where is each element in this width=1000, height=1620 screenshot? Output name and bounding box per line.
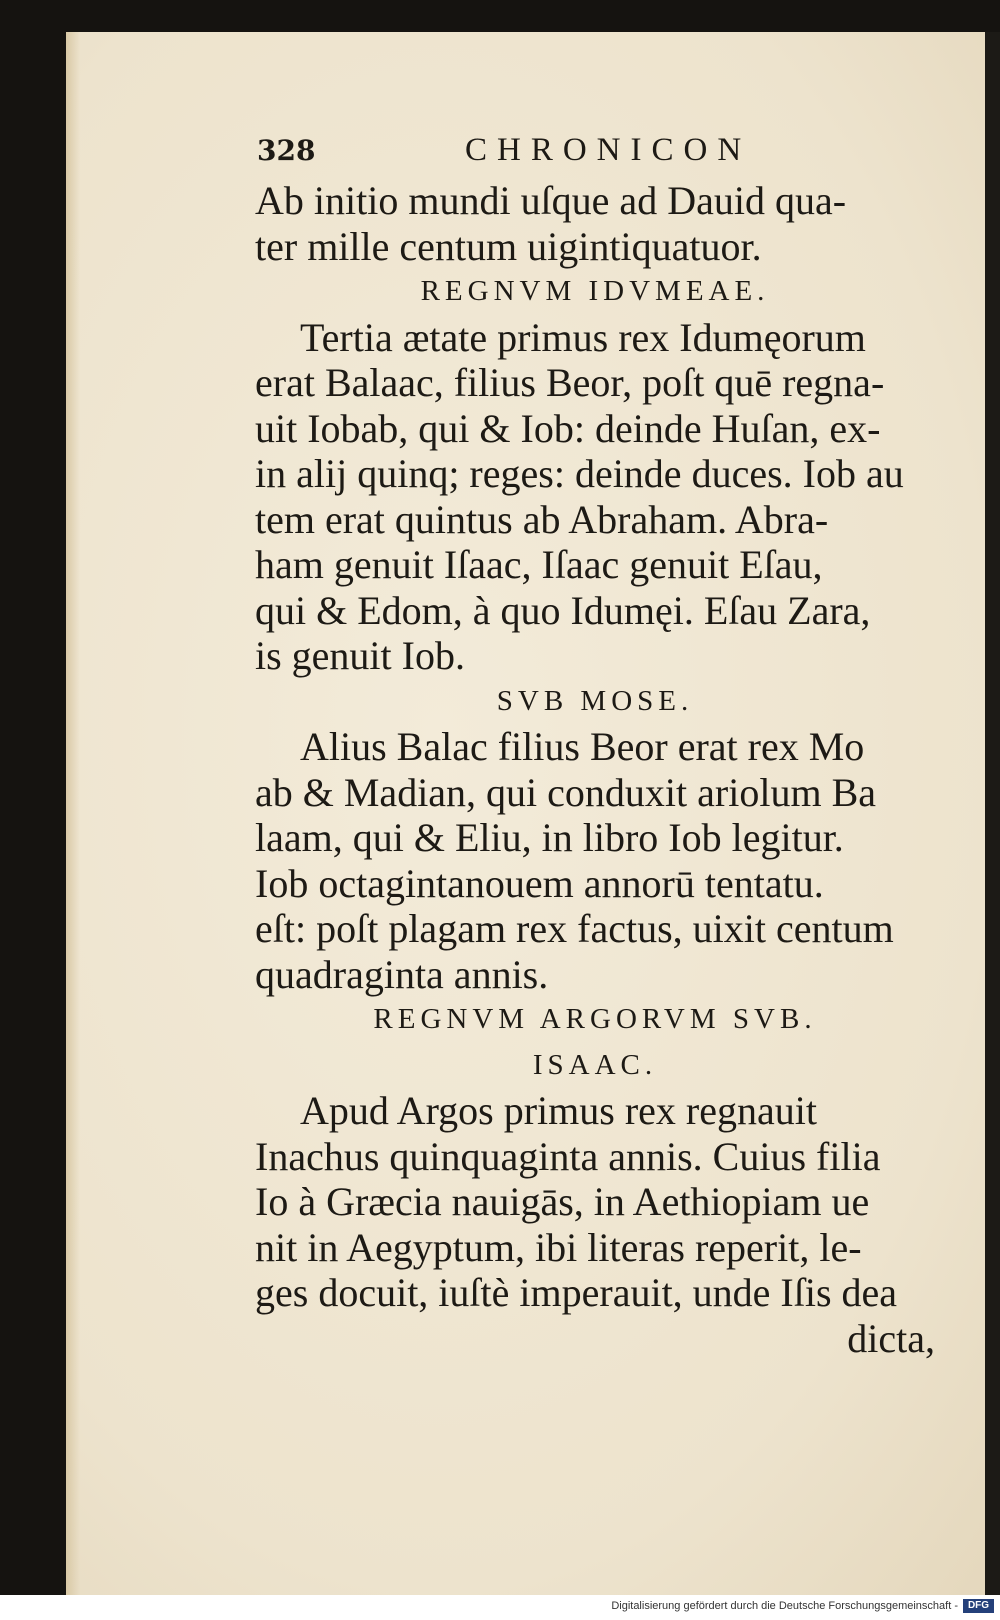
- text-line: ham genuit Iſaac, Iſaac genuit Eſau,: [255, 542, 823, 587]
- text-line: ter mille centum uigintiquatuor.: [255, 223, 762, 269]
- text-line: quadraginta annis.: [255, 951, 549, 997]
- text-line: uit Iobab, qui & Iob: deinde Huſan, ex-: [255, 405, 881, 451]
- text-line: nit in Aegyptum, ibi literas reperit, le-: [255, 1224, 862, 1270]
- page-gutter-shadow: [66, 32, 80, 1597]
- text-line: in alij quinq; reges: deinde duces. Iob au: [255, 451, 904, 496]
- dfg-logo: DFG: [963, 1599, 994, 1613]
- section-heading: ISAAC.: [532, 1048, 658, 1081]
- page-text-block: [255, 128, 935, 1361]
- catchword: dicta,: [847, 1315, 935, 1361]
- running-head: CHRONICON: [465, 132, 752, 168]
- text-line: Ab initio mundi uſque ad Dauid qua-: [255, 178, 847, 223]
- text-line: ab & Madian, qui conduxit ariolum Ba: [255, 769, 876, 815]
- section-heading: SVB MOSE.: [496, 684, 694, 717]
- text-line: eſt: poſt plagam rex factus, uixit centum: [255, 906, 894, 951]
- text-line: tem erat quintus ab Abraham. Abra-: [255, 496, 829, 542]
- section-heading: REGNVM ARGORVM SVB.: [373, 1003, 817, 1035]
- page-right-edge: [985, 32, 1000, 1597]
- text-line: qui & Edom, à quo Idumęi. Eſau Zara,: [255, 587, 871, 633]
- text-line: erat Balaac, filius Beor, poſt quē regna-: [255, 360, 885, 405]
- text-line: Tertia ætate primus rex Idumęorum: [300, 314, 866, 360]
- text-line: Io à Græcia nauigās, in Aethiopiam ue: [255, 1179, 870, 1224]
- page-header: [255, 128, 935, 178]
- text-line: ges docuit, iuſtè imperauit, unde Iſis dea: [255, 1270, 898, 1315]
- funding-credit: Digitalisierung gefördert durch die Deutsche Forschungsgemeinschaft -: [611, 1600, 958, 1612]
- section-heading: REGNVM IDVMEAE.: [420, 275, 770, 307]
- page-number: 328: [257, 134, 316, 167]
- text-line: Alius Balac filius Beor erat rex Mo: [300, 724, 865, 769]
- text-line: Apud Argos primus rex regnauit: [300, 1088, 817, 1133]
- text-line: Inachus quinquaginta annis. Cuius filia: [255, 1133, 881, 1179]
- text-line: is genuit Iob.: [255, 633, 465, 678]
- text-line: laam, qui & Eliu, in libro Iob legitur.: [255, 815, 844, 860]
- text-line: Iob octagintanouem annorū tentatu.: [255, 860, 824, 906]
